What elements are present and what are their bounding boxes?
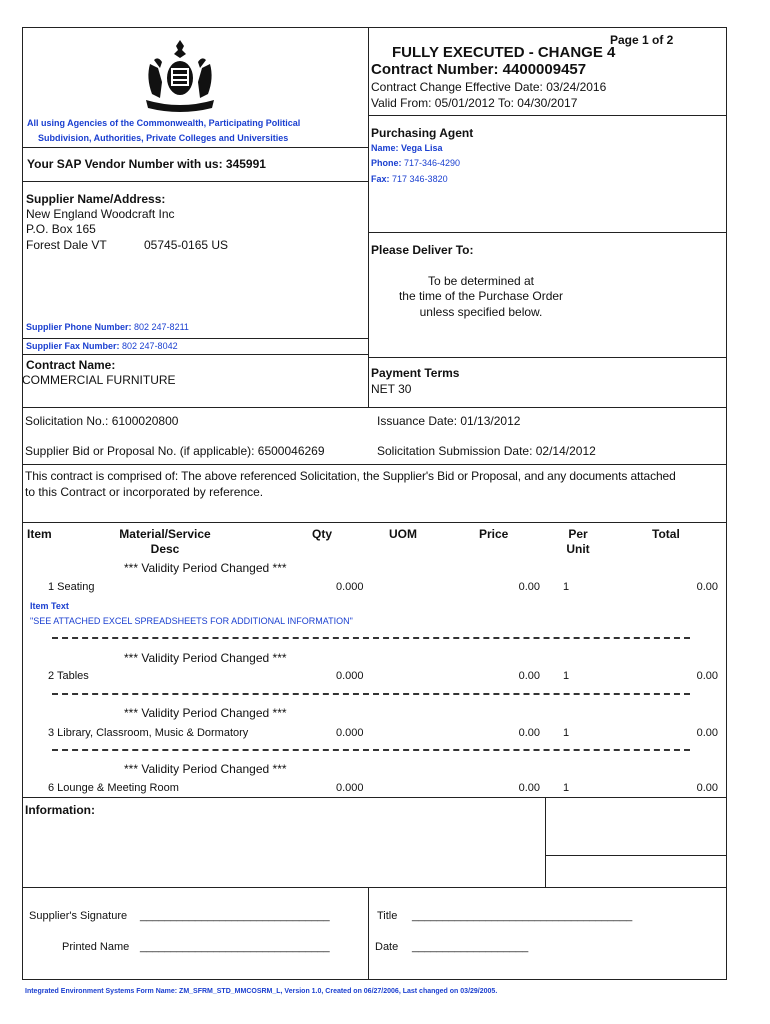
agent-phone bbox=[371, 158, 460, 168]
row-1-changed: *** Validity Period Changed *** bbox=[124, 561, 287, 575]
row-separator-3 bbox=[52, 749, 690, 751]
row-1-label: 1 Seating bbox=[48, 581, 95, 593]
col-per-1: Per bbox=[568, 527, 588, 541]
contract-name-label: Contract Name: bbox=[26, 358, 116, 372]
divider-comprised bbox=[22, 464, 727, 465]
divider-information bbox=[22, 797, 727, 798]
divider-supplier-phone bbox=[22, 338, 369, 339]
payment-terms-title: Payment Terms bbox=[371, 366, 460, 380]
center-divider bbox=[368, 27, 369, 407]
col-total: Total bbox=[652, 527, 680, 541]
supplier-phone-label: Supplier Phone Number: bbox=[26, 322, 132, 332]
divider-info-inner bbox=[545, 797, 546, 887]
frame-left bbox=[22, 27, 23, 980]
supplier-zip: 05745-0165 US bbox=[144, 238, 229, 252]
row-1-per: 1 bbox=[563, 581, 570, 593]
col-per-2: Unit bbox=[566, 542, 590, 556]
row-3-per: 1 bbox=[563, 727, 570, 739]
row-2-label: 2 Tables bbox=[48, 670, 89, 682]
effective-date: Contract Change Effective Date: 03/24/2016 bbox=[371, 80, 607, 94]
title-line[interactable]: ____________________________________ bbox=[412, 910, 633, 922]
col-material-1: Material/Service bbox=[119, 527, 211, 541]
divider-sap bbox=[22, 181, 369, 182]
supplier-fax-value: 802 247-8042 bbox=[122, 341, 178, 351]
divider-signature bbox=[22, 887, 727, 888]
submission-date: Solicitation Submission Date: 02/14/2012 bbox=[377, 444, 596, 458]
issuance-date: Issuance Date: 01/13/2012 bbox=[377, 414, 521, 428]
printed-name-label: Printed Name bbox=[62, 941, 130, 953]
deliver-line-1: To be determined at bbox=[427, 274, 535, 288]
item-text-label: Item Text bbox=[30, 601, 69, 611]
supplier-signature-label: Supplier's Signature bbox=[29, 910, 128, 922]
supplier-po-box: P.O. Box 165 bbox=[26, 222, 96, 236]
row-4-qty: 0.000 bbox=[336, 782, 364, 794]
supplier-name: New England Woodcraft Inc bbox=[26, 207, 175, 221]
supplier-bid-number: Supplier Bid or Proposal No. (if applicable): 6500046269 bbox=[25, 444, 325, 458]
agent-fax bbox=[371, 174, 448, 184]
deliver-title: Please Deliver To: bbox=[371, 243, 474, 257]
row-separator-2 bbox=[52, 693, 690, 695]
agencies-line-1: All using Agencies of the Commonwealth, Participating Political bbox=[27, 118, 301, 128]
row-4-changed: *** Validity Period Changed *** bbox=[124, 762, 287, 776]
comprised-line-2: to this Contract or incorporated by reference. bbox=[25, 485, 264, 499]
row-2-price: 0.00 bbox=[518, 670, 540, 682]
row-3-price: 0.00 bbox=[518, 727, 540, 739]
divider-supplier-fax bbox=[22, 354, 369, 355]
frame-top bbox=[22, 27, 727, 28]
col-price: Price bbox=[479, 527, 509, 541]
divider-valid bbox=[368, 115, 727, 116]
printed-name-line[interactable]: _______________________________ bbox=[140, 941, 330, 953]
row-3-changed: *** Validity Period Changed *** bbox=[124, 706, 287, 720]
contract-name-value: COMMERCIAL FURNITURE bbox=[22, 373, 176, 387]
agencies-line-2: Subdivision, Authorities, Private Colleges and Universities bbox=[38, 133, 289, 143]
supplier-fax bbox=[26, 341, 178, 351]
row-2-per: 1 bbox=[563, 670, 570, 682]
row-4-price: 0.00 bbox=[518, 782, 540, 794]
row-4-label: 6 Lounge & Meeting Room bbox=[48, 782, 179, 794]
supplier-signature-line[interactable]: _______________________________ bbox=[140, 910, 330, 922]
col-material-2: Desc bbox=[150, 542, 180, 556]
document-status: FULLY EXECUTED - CHANGE 4 bbox=[392, 44, 616, 61]
frame-bottom bbox=[22, 979, 727, 980]
agent-phone-value: 717-346-4290 bbox=[404, 158, 461, 168]
row-1-total: 0.00 bbox=[696, 581, 718, 593]
row-1-qty: 0.000 bbox=[336, 581, 364, 593]
payment-terms-value: NET 30 bbox=[371, 382, 412, 396]
divider-agent bbox=[368, 232, 727, 233]
divider-info-right bbox=[545, 855, 727, 856]
divider-contract bbox=[22, 407, 727, 408]
row-2-total: 0.00 bbox=[696, 670, 718, 682]
agent-fax-value: 717 346-3820 bbox=[392, 174, 448, 184]
col-qty: Qty bbox=[312, 527, 333, 541]
col-uom: UOM bbox=[389, 527, 417, 541]
row-2-qty: 0.000 bbox=[336, 670, 364, 682]
page-indicator: Page 1 of 2 bbox=[610, 33, 674, 47]
row-4-per: 1 bbox=[563, 782, 570, 794]
agent-name-value: Vega Lisa bbox=[401, 143, 443, 153]
date-label: Date bbox=[375, 941, 399, 953]
supplier-phone-value: 802 247-8211 bbox=[134, 322, 189, 332]
information-title: Information: bbox=[25, 803, 95, 817]
supplier-fax-label: Supplier Fax Number: bbox=[26, 341, 120, 351]
deliver-line-2: the time of the Purchase Order bbox=[398, 289, 564, 303]
row-3-total: 0.00 bbox=[696, 727, 718, 739]
row-3-label: 3 Library, Classroom, Music & Dormatory bbox=[48, 727, 249, 739]
divider-agencies bbox=[22, 147, 369, 148]
supplier-title: Supplier Name/Address: bbox=[26, 192, 166, 206]
divider-deliver bbox=[368, 357, 727, 358]
divider-table-head bbox=[22, 522, 727, 523]
contract-number: Contract Number: 4400009457 bbox=[371, 61, 587, 78]
deliver-line-3: unless specified below. bbox=[419, 305, 543, 319]
agent-name bbox=[371, 143, 443, 153]
row-1-price: 0.00 bbox=[518, 581, 540, 593]
commonwealth-seal-icon bbox=[140, 38, 220, 114]
valid-dates: Valid From: 05/01/2012 To: 04/30/2017 bbox=[371, 96, 578, 110]
supplier-phone bbox=[26, 322, 189, 332]
frame-right bbox=[726, 27, 727, 980]
item-text-value: "SEE ATTACHED EXCEL SPREADSHEETS FOR ADDITIONAL INFORMATION" bbox=[30, 616, 353, 626]
col-item: Item bbox=[27, 527, 52, 541]
title-label: Title bbox=[377, 910, 398, 922]
purchasing-agent-title: Purchasing Agent bbox=[371, 126, 474, 140]
divider-signature-mid bbox=[368, 887, 369, 979]
row-3-qty: 0.000 bbox=[336, 727, 364, 739]
row-4-total: 0.00 bbox=[696, 782, 718, 794]
supplier-city: Forest Dale VT bbox=[26, 238, 107, 252]
date-line[interactable]: ___________________ bbox=[412, 941, 529, 953]
agent-name-label: Name: bbox=[371, 143, 399, 153]
agent-phone-label: Phone: bbox=[371, 158, 402, 168]
row-separator-1 bbox=[52, 637, 690, 639]
sap-vendor-number: Your SAP Vendor Number with us: 345991 bbox=[27, 157, 266, 171]
solicitation-number: Solicitation No.: 6100020800 bbox=[25, 414, 179, 428]
agent-fax-label: Fax: bbox=[371, 174, 390, 184]
row-2-changed: *** Validity Period Changed *** bbox=[124, 651, 287, 665]
footer-form-name: Integrated Environment Systems Form Name: ZM_SFRM_STD_MMCOSRM_L, Version 1.0, Created on 06/27/2006, Last changed on 03/29/2005. bbox=[25, 988, 498, 995]
comprised-line-1: This contract is comprised of: The above referenced Solicitation, the Supplier's Bid or Proposal, and any documents attached bbox=[25, 469, 676, 483]
